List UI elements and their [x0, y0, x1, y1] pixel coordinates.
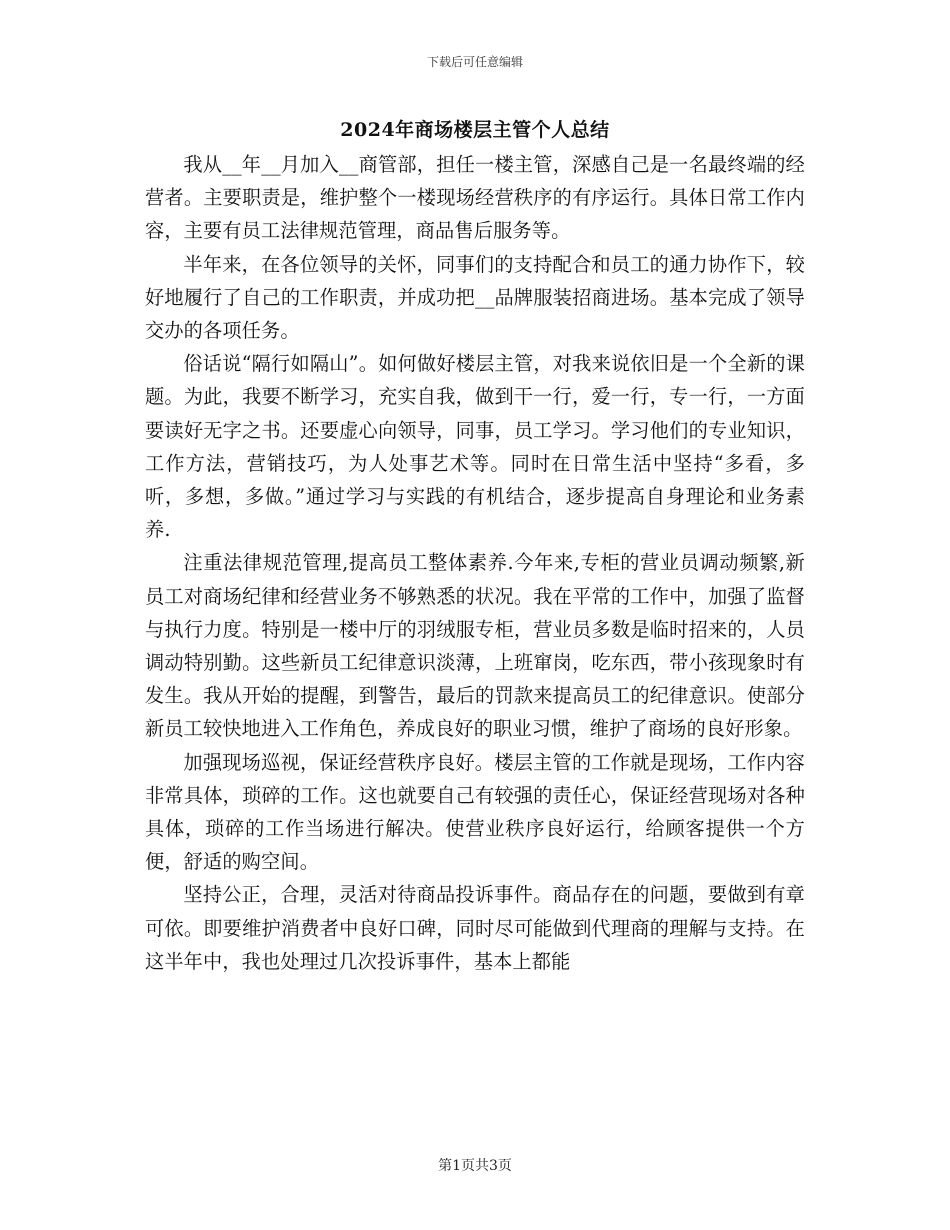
paragraph: 俗话说“隔行如隔山”。如何做好楼层主管，对我来说依旧是一个全新的课题。为此，我要不断学习，充实自我，做到干一行，爱一行，专一行，一方面要读好无字之书。还要虚心向领导，同事，员工学习。学习他们的专业知识，工作方法，营销技巧，为人处事艺术等。同时在日常生活中坚持“多看，多听，多想，多做。”通过学习与实践的有机结合，逐步提高自身理论和业务素养. — [145, 352, 805, 542]
header-note: 下载后可任意编辑 — [426, 55, 523, 69]
paragraph: 加强现场巡视，保证经营秩序良好。楼层主管的工作就是现场，工作内容非常具体，琐碎的工作。这也就要自己有较强的责任心，保证经营现场对各种具体，琐碎的工作当场进行解决。使营业秩序良好运行，给顾客提供一个方便，舒适的购空间。 — [145, 750, 805, 874]
paragraph: 半年来，在各位领导的关怀，同事们的支持配合和员工的通力协作下，较好地履行了自己的工作职责，并成功把__品牌服装招商进场。基本完成了领导交办的各项任务。 — [145, 252, 805, 343]
paragraph: 注重法律规范管理,提高员工整体素养.今年来,专柜的营业员调动频繁,新员工对商场纪律和经营业务不够熟悉的状况。我在平常的工作中，加强了监督与执行力度。特别是一楼中厅的羽绒服专柜，营业员多数是临时招来的，人员调动特别勤。这些新员工纪律意识淡薄，上班窜岗，吃东西，带小孩现象时有发生。我从开始的提醒，到警告，最后的罚款来提高员工的纪律意识。使部分新员工较快地进入工作角色，养成良好的职业习惯，维护了商场的良好形象。 — [145, 551, 805, 741]
paragraph: 我从__年__月加入__商管部，担任一楼主管，深感自己是一名最终端的经营者。主要职责是，维护整个一楼现场经营秩序的有序运行。具体日常工作内容，主要有员工法律规范管理，商品售后服务等。 — [145, 153, 805, 243]
document-body — [145, 148, 805, 978]
document-title: 2024年商场楼层主管个人总结 — [340, 119, 610, 141]
paragraph: 坚持公正，合理，灵活对待商品投诉事件。商品存在的问题，要做到有章可依。即要维护消费者中良好口碑，同时尽可能做到代理商的理解与支持。在这半年中，我也处理过几次投诉事件，基本上都能 — [145, 883, 805, 973]
page-number: 第1页共3页 — [438, 1158, 512, 1174]
